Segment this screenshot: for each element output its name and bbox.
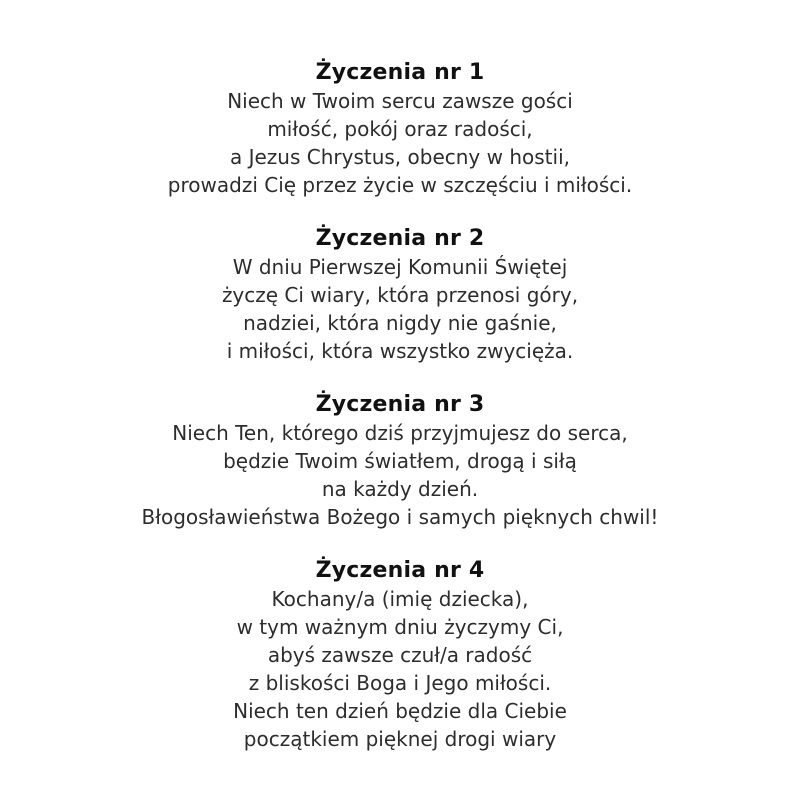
section-3-line-3: na każdy dzień. [321,477,479,501]
section-4-line-5: Niech ten dzień będzie dla Ciebie [233,699,567,723]
section-4-line-6: początkiem pięknej drogi wiary [243,727,557,751]
section-2-line-2: życzę Ci wiary, która przenosi góry, [221,283,579,307]
section-4-heading: Życzenia nr 4 [315,558,485,583]
section-2-line-1: W dniu Pierwszej Komunii Świętej [232,255,568,279]
section-2-line-3: nadziei, która nigdy nie gaśnie, [243,311,557,335]
section-1-line-1: Niech w Twoim sercu zawsze gości [227,89,573,113]
section-1-heading: Życzenia nr 1 [315,60,485,85]
section-1-line-4: prowadzi Cię przez życie w szczęściu i miłości. [167,173,633,197]
section-4-line-1: Kochany/a (imię dziecka), [271,587,529,611]
section-2-line-4: i miłości, która wszystko zwycięża. [226,339,574,363]
wishes-section-1 [168,59,632,199]
wishes-section-4 [233,557,567,753]
section-4-line-3: abyś zawsze czuł/a radość [267,643,533,667]
section-3-line-4: Błogosławieństwa Bożego i samych pięknych chwil! [141,505,659,529]
wishes-section-3 [142,391,659,531]
section-3-line-1: Niech Ten, którego dziś przyjmujesz do serca, [172,421,628,445]
section-1-line-3: a Jezus Chrystus, obecny w hostii, [229,145,570,169]
section-3-line-2: będzie Twoim światłem, drogą i siłą [223,449,577,473]
section-4-line-2: w tym ważnym dniu życzymy Ci, [236,615,564,639]
section-2-heading: Życzenia nr 2 [315,226,485,251]
section-3-heading: Życzenia nr 3 [315,392,485,417]
section-4-line-4: z bliskości Boga i Jego miłości. [248,671,552,695]
section-1-line-2: miłość, pokój oraz radości, [267,117,533,141]
wishes-section-2 [222,225,578,365]
